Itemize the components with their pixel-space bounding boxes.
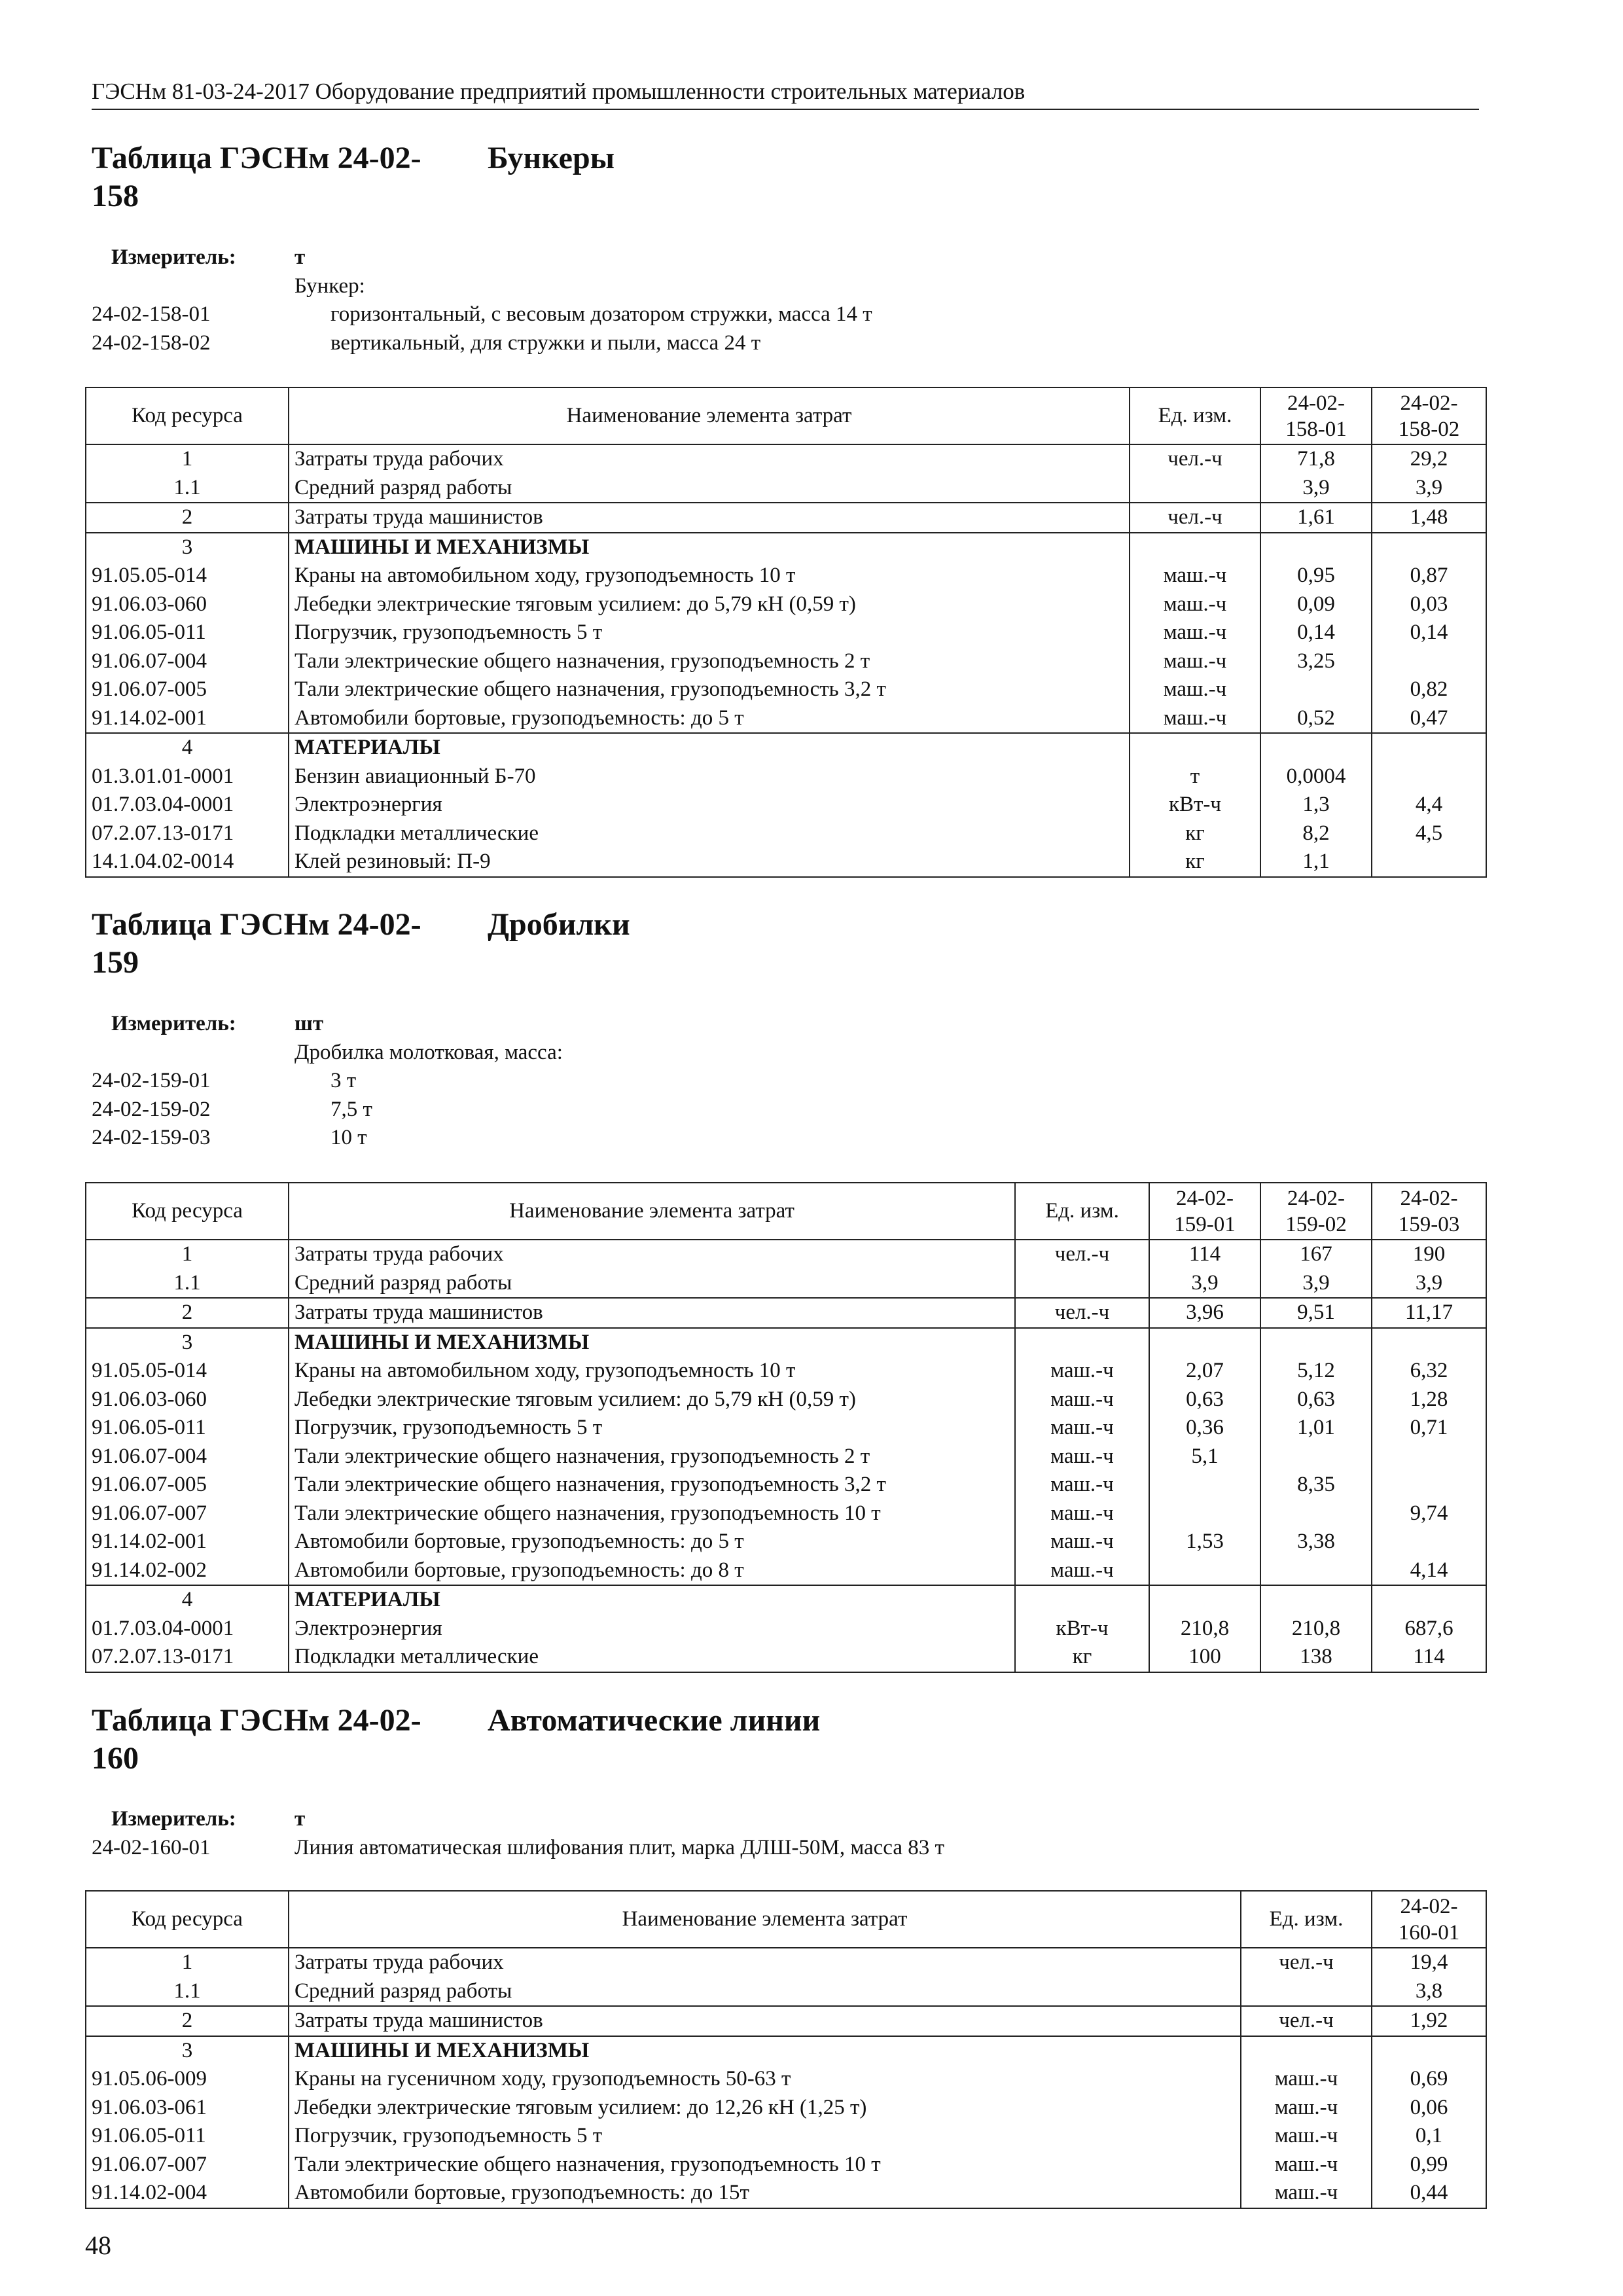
resource-name: Тали электрические общего назначения, грузоподъемность 2 т xyxy=(289,1443,1015,1471)
resource-name: Тали электрические общего назначения, грузоподъемность 2 т xyxy=(289,647,1130,676)
table-row xyxy=(86,1414,1486,1443)
norm-value xyxy=(1372,1471,1486,1499)
norm-value: 3,38 xyxy=(1260,1528,1372,1556)
table-row xyxy=(86,1977,1486,2007)
header-name: Наименование элемента затрат xyxy=(289,1891,1241,1948)
norm-value: 4,5 xyxy=(1372,819,1486,848)
table-row xyxy=(86,1386,1486,1414)
resource-name: Автомобили бортовые, грузоподъемность: до 5 т xyxy=(289,704,1130,734)
resource-name: Клей резиновый: П-9 xyxy=(289,848,1130,877)
resource-unit: маш.-ч xyxy=(1015,1556,1149,1586)
norm-value: 3,8 xyxy=(1372,1977,1486,2007)
group-label: Дробилка молотковая, масса: xyxy=(294,1040,563,1064)
resource-code: 91.14.02-001 xyxy=(86,704,289,734)
resource-name: Затраты труда рабочих xyxy=(289,1948,1241,1977)
resource-code: 2 xyxy=(86,2006,289,2036)
resource-unit: маш.-ч xyxy=(1015,1357,1149,1386)
header-code: Код ресурса xyxy=(86,1183,289,1240)
resource-unit: чел.-ч xyxy=(1130,444,1260,474)
norm-value: 210,8 xyxy=(1260,1615,1372,1643)
resource-name: Затраты труда машинистов xyxy=(289,2006,1241,2036)
group-label: Бункер: xyxy=(294,274,365,298)
resource-unit: маш.-ч xyxy=(1130,562,1260,590)
header-unit: Ед. изм. xyxy=(1130,387,1260,444)
resource-unit: маш.-ч xyxy=(1130,619,1260,647)
item-text: 3 т xyxy=(330,1069,357,1092)
resource-unit: чел.-ч xyxy=(1241,1948,1372,1977)
norm-value: 0,44 xyxy=(1372,2179,1486,2208)
resource-code: 3 xyxy=(86,1328,289,1357)
resource-unit xyxy=(1241,2036,1372,2066)
resource-name: Средний разряд работы xyxy=(289,1269,1015,1299)
table-row xyxy=(86,647,1486,676)
table-row xyxy=(86,1528,1486,1556)
norm-value: 3,9 xyxy=(1260,1269,1372,1299)
norm-value xyxy=(1149,1471,1260,1499)
norm-value: 0,63 xyxy=(1149,1386,1260,1414)
resource-code: 01.3.01.01-0001 xyxy=(86,762,289,791)
resource-code: 91.06.05-011 xyxy=(86,2122,289,2151)
resource-name: Подкладки металлические xyxy=(289,1643,1015,1672)
norm-value xyxy=(1372,1585,1486,1615)
resource-unit: чел.-ч xyxy=(1015,1298,1149,1328)
resource-name: Затраты труда машинистов xyxy=(289,1298,1015,1328)
norm-value: 138 xyxy=(1260,1643,1372,1672)
resource-name: Тали электрические общего назначения, грузоподъемность 3,2 т xyxy=(289,675,1130,704)
norm-value xyxy=(1260,533,1372,562)
table-158-meta xyxy=(92,243,1479,357)
norm-value: 3,9 xyxy=(1149,1269,1260,1299)
norm-value xyxy=(1372,848,1486,877)
resource-code: 1 xyxy=(86,444,289,474)
table-row xyxy=(86,1240,1486,1269)
norm-value: 6,32 xyxy=(1372,1357,1486,1386)
resource-name: Лебедки электрические тяговым усилием: до 12,26 кН (1,25 т) xyxy=(289,2094,1241,2123)
resource-code: 1 xyxy=(86,1240,289,1269)
norm-value: 1,61 xyxy=(1260,503,1372,533)
resource-code: 14.1.04.02-0014 xyxy=(86,848,289,877)
resource-code: 91.06.03-060 xyxy=(86,590,289,619)
resource-code: 07.2.07.13-0171 xyxy=(86,1643,289,1672)
table-row xyxy=(86,1556,1486,1586)
resource-name: Погрузчик, грузоподъемность 5 т xyxy=(289,1414,1015,1443)
resource-unit: кВт-ч xyxy=(1130,791,1260,819)
header-norm-column: 24-02- 158-01 xyxy=(1260,387,1372,444)
resource-code: 91.14.02-004 xyxy=(86,2179,289,2208)
table-row xyxy=(86,1471,1486,1499)
resource-unit: маш.-ч xyxy=(1015,1499,1149,1528)
table-160-meta xyxy=(92,1805,1479,1862)
header-name: Наименование элемента затрат xyxy=(289,1183,1015,1240)
norm-value: 3,25 xyxy=(1260,647,1372,676)
item-text: вертикальный, для стружки и пыли, масса 24 т xyxy=(330,331,761,355)
table-row xyxy=(86,1643,1486,1672)
table-159-meta xyxy=(92,1010,1479,1153)
resource-code: 3 xyxy=(86,533,289,562)
table-row xyxy=(86,762,1486,791)
resource-code: 1 xyxy=(86,1948,289,1977)
table-row xyxy=(86,675,1486,704)
resource-code: 91.05.05-014 xyxy=(86,562,289,590)
resource-name: МАШИНЫ И МЕХАНИЗМЫ xyxy=(289,1328,1015,1357)
resource-unit: маш.-ч xyxy=(1241,2179,1372,2208)
table-row xyxy=(86,1443,1486,1471)
item-code: 24-02-159-03 xyxy=(92,1126,211,1149)
table-row xyxy=(86,503,1486,533)
header-norm-column: 24-02- 158-02 xyxy=(1372,387,1486,444)
norm-value: 0,95 xyxy=(1260,562,1372,590)
norm-value: 190 xyxy=(1372,1240,1486,1269)
norm-value: 5,1 xyxy=(1149,1443,1260,1471)
resource-code: 2 xyxy=(86,1298,289,1328)
table-row xyxy=(86,562,1486,590)
resource-unit: маш.-ч xyxy=(1130,704,1260,734)
resource-code: 91.06.07-004 xyxy=(86,1443,289,1471)
norm-value xyxy=(1260,1585,1372,1615)
norm-value xyxy=(1260,675,1372,704)
resource-unit: кг xyxy=(1015,1643,1149,1672)
item-text: Линия автоматическая шлифования плит, марка ДЛШ-50М, масса 83 т xyxy=(294,1835,944,1859)
norm-value xyxy=(1149,1499,1260,1528)
resource-unit: чел.-ч xyxy=(1130,503,1260,533)
table-row xyxy=(86,1298,1486,1328)
norm-value: 8,35 xyxy=(1260,1471,1372,1499)
resource-unit: маш.-ч xyxy=(1015,1386,1149,1414)
norm-value: 9,74 xyxy=(1372,1499,1486,1528)
norm-value: 1,01 xyxy=(1260,1414,1372,1443)
table-row xyxy=(86,2065,1486,2094)
norm-value: 100 xyxy=(1149,1643,1260,1672)
norm-value: 1,92 xyxy=(1372,2006,1486,2036)
resource-name: Краны на автомобильном ходу, грузоподъемность 10 т xyxy=(289,1357,1015,1386)
norm-value: 2,07 xyxy=(1149,1357,1260,1386)
norm-value: 114 xyxy=(1149,1240,1260,1269)
header-unit: Ед. изм. xyxy=(1241,1891,1372,1948)
running-header: ГЭСНм 81-03-24-2017 Оборудование предприятий промышленности строительных материалов xyxy=(92,77,1479,110)
item-text: 10 т xyxy=(330,1126,367,1149)
header-code: Код ресурса xyxy=(86,387,289,444)
resource-unit xyxy=(1015,1269,1149,1299)
resource-code: 4 xyxy=(86,1585,289,1615)
item-code: 24-02-160-01 xyxy=(92,1835,211,1859)
resource-name: Тали электрические общего назначения, грузоподъемность 10 т xyxy=(289,1499,1015,1528)
norm-value xyxy=(1260,1499,1372,1528)
item-code: 24-02-158-01 xyxy=(92,302,211,326)
item-code: 24-02-159-01 xyxy=(92,1069,211,1092)
resource-unit: маш.-ч xyxy=(1241,2151,1372,2179)
norm-value: 1,53 xyxy=(1149,1528,1260,1556)
norm-value xyxy=(1372,762,1486,791)
resource-name: Автомобили бортовые, грузоподъемность: до 15т xyxy=(289,2179,1241,2208)
item-text: горизонтальный, с весовым дозатором стружки, масса 14 т xyxy=(330,302,872,326)
norm-value: 0,69 xyxy=(1372,2065,1486,2094)
norm-value: 210,8 xyxy=(1149,1615,1260,1643)
resource-unit: кВт-ч xyxy=(1015,1615,1149,1643)
norm-value: 3,9 xyxy=(1372,474,1486,503)
norm-value: 0,36 xyxy=(1149,1414,1260,1443)
table-158-number: Таблица ГЭСНм 24-02-158 xyxy=(92,141,421,213)
resource-code: 07.2.07.13-0171 xyxy=(86,819,289,848)
norm-value xyxy=(1260,1328,1372,1357)
resource-name: Средний разряд работы xyxy=(289,474,1130,503)
resource-name: Подкладки металлические xyxy=(289,819,1130,848)
measure-label: Измеритель: xyxy=(111,1012,236,1035)
resource-unit: чел.-ч xyxy=(1241,2006,1372,2036)
resource-unit: маш.-ч xyxy=(1241,2122,1372,2151)
resource-name: Затраты труда машинистов xyxy=(289,503,1130,533)
resource-unit: маш.-ч xyxy=(1241,2065,1372,2094)
norm-value xyxy=(1372,733,1486,762)
resource-code: 91.06.07-005 xyxy=(86,675,289,704)
table-row xyxy=(86,1948,1486,1977)
resource-unit: маш.-ч xyxy=(1015,1414,1149,1443)
norm-value xyxy=(1372,1443,1486,1471)
resource-unit: кг xyxy=(1130,848,1260,877)
norm-value: 5,12 xyxy=(1260,1357,1372,1386)
resource-name: Погрузчик, грузоподъемность 5 т xyxy=(289,619,1130,647)
resource-unit xyxy=(1015,1585,1149,1615)
norm-value: 114 xyxy=(1372,1643,1486,1672)
resource-code: 91.14.02-002 xyxy=(86,1556,289,1586)
resource-unit xyxy=(1241,1977,1372,2007)
resource-name: Краны на автомобильном ходу, грузоподъемность 10 т xyxy=(289,562,1130,590)
norm-value xyxy=(1372,1528,1486,1556)
norm-value: 0,09 xyxy=(1260,590,1372,619)
resource-code: 91.06.03-060 xyxy=(86,1386,289,1414)
resource-unit: маш.-ч xyxy=(1130,675,1260,704)
norm-value: 0,14 xyxy=(1372,619,1486,647)
resource-name: Электроэнергия xyxy=(289,1615,1015,1643)
norm-value xyxy=(1260,1443,1372,1471)
page-number: 48 xyxy=(85,2231,111,2260)
resource-code: 91.06.03-061 xyxy=(86,2094,289,2123)
norm-value: 0,47 xyxy=(1372,704,1486,734)
table-158-name: Бункеры xyxy=(488,141,615,175)
norm-value: 4,14 xyxy=(1372,1556,1486,1586)
resource-name: Краны на гусеничном ходу, грузоподъемность 50-63 т xyxy=(289,2065,1241,2094)
norm-value: 0,71 xyxy=(1372,1414,1486,1443)
measure-value: т xyxy=(294,1807,306,1831)
resource-name: МАТЕРИАЛЫ xyxy=(289,1585,1015,1615)
resource-name: Тали электрические общего назначения, грузоподъемность 10 т xyxy=(289,2151,1241,2179)
resource-name: Бензин авиационный Б-70 xyxy=(289,762,1130,791)
item-text: 7,5 т xyxy=(330,1097,372,1121)
header-name: Наименование элемента затрат xyxy=(289,387,1130,444)
resource-name: Затраты труда рабочих xyxy=(289,444,1130,474)
resource-name: МАТЕРИАЛЫ xyxy=(289,733,1130,762)
measure-label: Измеритель: xyxy=(111,245,236,269)
header-norm-column: 24-02- 159-02 xyxy=(1260,1183,1372,1240)
resource-unit xyxy=(1130,733,1260,762)
norm-value xyxy=(1260,733,1372,762)
table-row xyxy=(86,1585,1486,1615)
table-160 xyxy=(85,1890,1487,2209)
resource-unit: т xyxy=(1130,762,1260,791)
resource-code: 01.7.03.04-0001 xyxy=(86,1615,289,1643)
resource-code: 91.05.06-009 xyxy=(86,2065,289,2094)
norm-value: 167 xyxy=(1260,1240,1372,1269)
resource-name: Затраты труда рабочих xyxy=(289,1240,1015,1269)
table-159-number: Таблица ГЭСНм 24-02-159 xyxy=(92,907,421,980)
norm-value: 19,4 xyxy=(1372,1948,1486,1977)
header-unit: Ед. изм. xyxy=(1015,1183,1149,1240)
table-row xyxy=(86,733,1486,762)
header-norm-column: 24-02- 160-01 xyxy=(1372,1891,1486,1948)
resource-unit xyxy=(1130,474,1260,503)
resource-code: 2 xyxy=(86,503,289,533)
table-row xyxy=(86,1615,1486,1643)
norm-value: 1,48 xyxy=(1372,503,1486,533)
table-row xyxy=(86,704,1486,734)
item-code: 24-02-159-02 xyxy=(92,1097,211,1121)
norm-value xyxy=(1149,1585,1260,1615)
table-row xyxy=(86,444,1486,474)
resource-unit: маш.-ч xyxy=(1130,590,1260,619)
resource-unit: маш.-ч xyxy=(1015,1443,1149,1471)
table-row xyxy=(86,619,1486,647)
measure-value: т xyxy=(294,245,306,269)
resource-code: 91.06.07-007 xyxy=(86,1499,289,1528)
table-row xyxy=(86,533,1486,562)
table-row xyxy=(86,848,1486,877)
norm-value: 3,96 xyxy=(1149,1298,1260,1328)
table-row xyxy=(86,819,1486,848)
table-row xyxy=(86,2151,1486,2179)
norm-value xyxy=(1149,1328,1260,1357)
header-norm-column: 24-02- 159-01 xyxy=(1149,1183,1260,1240)
norm-value: 1,28 xyxy=(1372,1386,1486,1414)
resource-code: 91.06.07-004 xyxy=(86,647,289,676)
measure-value: шт xyxy=(294,1012,324,1035)
norm-value: 687,6 xyxy=(1372,1615,1486,1643)
resource-unit: чел.-ч xyxy=(1015,1240,1149,1269)
norm-value: 4,4 xyxy=(1372,791,1486,819)
norm-value: 71,8 xyxy=(1260,444,1372,474)
norm-value xyxy=(1260,1556,1372,1586)
resource-unit: кг xyxy=(1130,819,1260,848)
resource-name: Тали электрические общего назначения, грузоподъемность 3,2 т xyxy=(289,1471,1015,1499)
norm-value: 11,17 xyxy=(1372,1298,1486,1328)
resource-name: МАШИНЫ И МЕХАНИЗМЫ xyxy=(289,533,1130,562)
norm-value: 8,2 xyxy=(1260,819,1372,848)
norm-value: 3,9 xyxy=(1372,1269,1486,1299)
norm-value: 0,14 xyxy=(1260,619,1372,647)
table-row xyxy=(86,2006,1486,2036)
resource-name: Электроэнергия xyxy=(289,791,1130,819)
norm-value: 3,9 xyxy=(1260,474,1372,503)
norm-value: 0,06 xyxy=(1372,2094,1486,2123)
norm-value: 1,3 xyxy=(1260,791,1372,819)
table-row xyxy=(86,1357,1486,1386)
resource-code: 1.1 xyxy=(86,474,289,503)
measure-label: Измеритель: xyxy=(111,1807,236,1831)
table-row xyxy=(86,474,1486,503)
resource-unit: маш.-ч xyxy=(1015,1471,1149,1499)
table-row xyxy=(86,2179,1486,2208)
resource-name: Автомобили бортовые, грузоподъемность: до 8 т xyxy=(289,1556,1015,1586)
resource-code: 91.14.02-001 xyxy=(86,1528,289,1556)
header-code: Код ресурса xyxy=(86,1891,289,1948)
resource-name: Средний разряд работы xyxy=(289,1977,1241,2007)
resource-name: Лебедки электрические тяговым усилием: до 5,79 кН (0,59 т) xyxy=(289,1386,1015,1414)
norm-value: 0,03 xyxy=(1372,590,1486,619)
resource-name: Лебедки электрические тяговым усилием: до 5,79 кН (0,59 т) xyxy=(289,590,1130,619)
resource-code: 91.06.05-011 xyxy=(86,619,289,647)
resource-name: МАШИНЫ И МЕХАНИЗМЫ xyxy=(289,2036,1241,2066)
resource-code: 91.06.07-007 xyxy=(86,2151,289,2179)
norm-value: 9,51 xyxy=(1260,1298,1372,1328)
norm-value xyxy=(1372,533,1486,562)
norm-value: 0,99 xyxy=(1372,2151,1486,2179)
resource-code: 1.1 xyxy=(86,1977,289,2007)
table-160-number: Таблица ГЭСНм 24-02-160 xyxy=(92,1703,421,1776)
norm-value: 0,52 xyxy=(1260,704,1372,734)
resource-code: 4 xyxy=(86,733,289,762)
resource-unit xyxy=(1015,1328,1149,1357)
table-row xyxy=(86,590,1486,619)
resource-code: 91.06.07-005 xyxy=(86,1471,289,1499)
norm-value: 29,2 xyxy=(1372,444,1486,474)
header-norm-column: 24-02- 159-03 xyxy=(1372,1183,1486,1240)
resource-code: 91.05.05-014 xyxy=(86,1357,289,1386)
norm-value: 0,87 xyxy=(1372,562,1486,590)
item-code: 24-02-158-02 xyxy=(92,331,211,355)
resource-unit: маш.-ч xyxy=(1130,647,1260,676)
norm-value: 0,1 xyxy=(1372,2122,1486,2151)
resource-name: Погрузчик, грузоподъемность 5 т xyxy=(289,2122,1241,2151)
norm-value: 1,1 xyxy=(1260,848,1372,877)
table-159 xyxy=(85,1182,1487,1673)
resource-unit: маш.-ч xyxy=(1015,1528,1149,1556)
table-160-name: Автоматические линии xyxy=(488,1703,821,1738)
resource-unit xyxy=(1130,533,1260,562)
table-row xyxy=(86,1328,1486,1357)
norm-value xyxy=(1372,647,1486,676)
resource-unit: маш.-ч xyxy=(1241,2094,1372,2123)
resource-code: 91.06.05-011 xyxy=(86,1414,289,1443)
resource-code: 1.1 xyxy=(86,1269,289,1299)
table-row xyxy=(86,1499,1486,1528)
norm-value: 0,0004 xyxy=(1260,762,1372,791)
table-row xyxy=(86,2094,1486,2123)
table-row xyxy=(86,2122,1486,2151)
table-158 xyxy=(85,387,1487,878)
table-row xyxy=(86,2036,1486,2066)
resource-code: 3 xyxy=(86,2036,289,2066)
norm-value: 0,63 xyxy=(1260,1386,1372,1414)
table-row xyxy=(86,1269,1486,1299)
norm-value xyxy=(1372,2036,1486,2066)
norm-value xyxy=(1372,1328,1486,1357)
resource-name: Автомобили бортовые, грузоподъемность: до 5 т xyxy=(289,1528,1015,1556)
table-159-name: Дробилки xyxy=(488,907,630,942)
norm-value xyxy=(1149,1556,1260,1586)
resource-code: 01.7.03.04-0001 xyxy=(86,791,289,819)
norm-value: 0,82 xyxy=(1372,675,1486,704)
table-row xyxy=(86,791,1486,819)
